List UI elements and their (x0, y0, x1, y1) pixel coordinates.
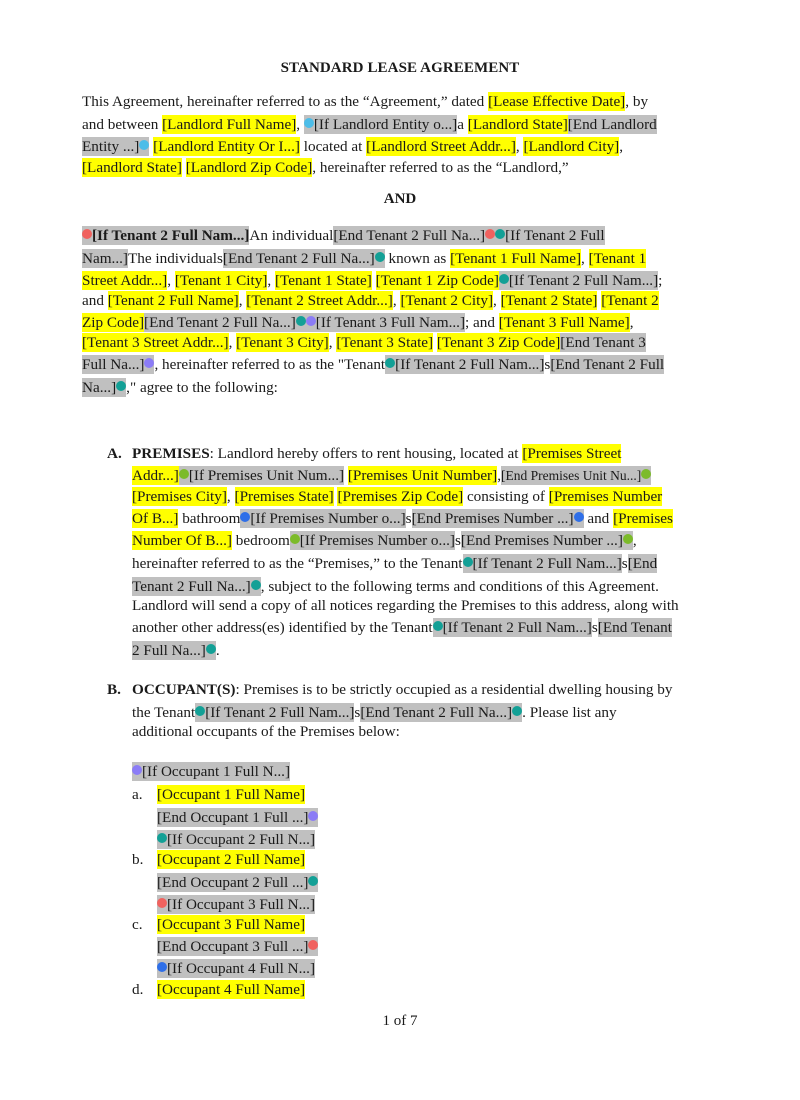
condition-marker-purple-icon[interactable] (308, 811, 318, 821)
section-a-line-7 (132, 577, 659, 598)
text: , (226, 488, 235, 505)
and-heading: AND (383, 191, 417, 207)
page-indicator: 1 of 7 (382, 1013, 418, 1029)
condition-end-tenant3-cont[interactable] (82, 355, 154, 374)
condition-label: [End Occupant 1 Full ...] (157, 809, 309, 826)
field-landlord-zip[interactable]: [Landlord Zip Code] (185, 159, 313, 176)
field-tenant1-state[interactable]: [Tenant 1 State] (274, 272, 372, 289)
field-tenant3-zip[interactable]: [Tenant 3 Zip Code] (436, 334, 561, 351)
occupant-1-if-line (132, 762, 290, 783)
condition-label: [End Occupant 2 Full ...] (157, 874, 309, 891)
text: , (296, 116, 304, 133)
tenants-line-6 (82, 333, 646, 354)
condition-label: [End Tenant 2 Full Na...] (333, 227, 486, 244)
condition-label: [If Tenant 2 Full Nam...] (92, 227, 250, 244)
occupant-3-end-line (157, 937, 318, 958)
condition-label: [End Occupant 3 Full ...] (157, 938, 309, 955)
condition-end-landlord-entity[interactable]: [End Landlord (567, 116, 657, 133)
section-a-line-6 (132, 554, 657, 575)
condition-end-occupant2[interactable] (157, 873, 318, 892)
condition-if-landlord-entity[interactable] (304, 115, 457, 134)
condition-end-tenant2[interactable]: [End Tenant (597, 619, 672, 636)
occupant-2-end-line (157, 873, 318, 894)
occupant-2-if-line (157, 830, 315, 851)
field-tenant1-zip[interactable]: [Tenant 1 Zip Code] (375, 272, 499, 289)
field-tenant2-city[interactable]: [Tenant 2 City] (400, 292, 494, 309)
text: bathroom (178, 510, 241, 527)
occupant-2-field-line (157, 850, 305, 871)
condition-marker-blue-icon[interactable] (574, 512, 584, 522)
text: , (228, 334, 237, 351)
condition-marker-green-icon[interactable] (290, 534, 300, 544)
condition-marker-red-icon[interactable] (82, 229, 92, 239)
text: a (457, 116, 468, 133)
condition-if-occupant3[interactable] (157, 895, 315, 914)
condition-marker-teal-icon[interactable] (116, 381, 126, 391)
field-premises-street[interactable]: [Premises Street (522, 445, 622, 462)
tenants-line-5 (82, 313, 634, 334)
tenants-line-4 (82, 291, 659, 312)
condition-end-tenant2[interactable] (144, 313, 465, 332)
field-occupant3-full-name[interactable]: [Occupant 3 Full Name] (157, 916, 306, 933)
condition-label: [End Tenant 2 Full Na...] (222, 250, 375, 267)
condition-label: [End Premises Unit Nu...] (500, 468, 642, 483)
text: additional occupants of the Premises below: (132, 723, 400, 740)
text: ; (658, 272, 663, 289)
condition-marker-red-icon[interactable] (157, 898, 167, 908)
text: , (497, 467, 501, 484)
text: s (354, 704, 361, 721)
section-a-line-10 (132, 641, 220, 662)
condition-end-landlord-entity-cont[interactable] (82, 137, 149, 156)
tenants-line-8 (82, 378, 278, 399)
condition-label: [If Premises Number o...] (299, 532, 455, 549)
condition-marker-teal-icon[interactable] (375, 252, 385, 262)
condition-if-occupant4[interactable] (157, 959, 315, 978)
condition-label: [If Landlord Entity o...] (313, 116, 458, 133)
field-tenant2-full-name[interactable]: [Tenant 2 Full Name] (107, 292, 239, 309)
condition-label: [If Tenant 2 Full Nam...] (442, 619, 592, 636)
field-tenant1-street[interactable]: [Tenant 1 (588, 250, 647, 267)
condition-label: [End Tenant 2 Full Na...] (360, 704, 513, 721)
condition-if-tenant2[interactable] (499, 271, 658, 290)
occupant-2-label: b. (132, 851, 144, 868)
condition-marker-teal-icon[interactable] (512, 706, 522, 716)
condition-label: [If Occupant 3 Full N...] (167, 896, 316, 913)
field-lease-effective-date[interactable]: [Lease Effective Date] (488, 93, 626, 110)
condition-marker-purple-icon[interactable] (132, 765, 142, 775)
field-premises-state[interactable]: [Premises State] (234, 488, 334, 505)
text: , (632, 532, 637, 549)
occupant-1-label: a. (132, 786, 143, 803)
section-b-line-3 (132, 722, 400, 743)
condition-if-occupant2[interactable] (157, 830, 315, 849)
condition-label: Na...] (82, 379, 117, 396)
condition-label: [If Occupant 1 Full N...] (142, 763, 291, 780)
condition-marker-red-icon[interactable] (485, 229, 495, 239)
condition-marker-sky-icon[interactable] (139, 140, 149, 150)
field-tenant2-state[interactable]: [Tenant 2 State] (500, 292, 598, 309)
condition-marker-teal-icon[interactable] (296, 316, 306, 326)
text: : Landlord hereby offers to rent housing, located at (209, 445, 523, 462)
field-premises-city[interactable]: [Premises City] (132, 488, 227, 505)
intro-line-3 (82, 137, 623, 158)
text: s (544, 356, 551, 373)
condition-marker-blue-icon[interactable] (240, 512, 250, 522)
condition-marker-teal-icon[interactable] (463, 557, 473, 567)
text: , (238, 292, 247, 309)
occupant-3-label: c. (132, 916, 143, 933)
field-tenant3-street[interactable]: [Tenant 3 Street Addr...] (82, 334, 229, 351)
intro-line-2 (82, 115, 657, 136)
field-premises-unit[interactable]: [Premises Unit Number] (347, 467, 498, 484)
text: , (629, 314, 634, 331)
condition-end-tenant2[interactable]: [End Tenant 2 Full (550, 356, 665, 373)
text: ; and (465, 314, 499, 331)
field-tenant2-zip-cont[interactable]: Zip Code] (82, 314, 145, 331)
text: known as (384, 250, 451, 267)
occupant-4-field-line (157, 980, 305, 1001)
condition-label: [End Premises Number ...] (460, 532, 623, 549)
intro-line-1 (82, 92, 648, 113)
condition-marker-purple-icon[interactable] (306, 316, 316, 326)
condition-label: [End Tenant 2 Full Na...] (144, 314, 296, 331)
occupant-4-if-line (157, 959, 315, 980)
text: This Agreement, hereinafter referred to as the “Agreement,” dated (82, 93, 489, 110)
condition-marker-blue-icon[interactable] (157, 962, 167, 972)
section-a-line-4 (132, 509, 673, 530)
condition-label: [If Tenant 2 Full Nam...] (395, 356, 545, 373)
condition-marker-green-icon[interactable] (179, 469, 189, 479)
text: s (621, 555, 628, 572)
text: , (493, 292, 501, 309)
text: s (454, 532, 461, 549)
condition-marker-teal-icon[interactable] (157, 833, 167, 843)
field-landlord-street[interactable]: [Landlord Street Addr...] (366, 138, 516, 155)
field-tenant1-city[interactable]: [Tenant 1 City] (174, 272, 268, 289)
condition-if-tenant2[interactable] (463, 554, 622, 573)
text: , (267, 272, 275, 289)
condition-label: [If Tenant 2 Full Nam...] (508, 272, 659, 289)
section-a-line-2 (132, 466, 651, 487)
section-a-heading: PREMISES (132, 445, 210, 462)
condition-label: [End Premises Number ...] (411, 510, 574, 527)
section-b-heading: OCCUPANT(S) (132, 681, 236, 698)
condition-end-unit[interactable] (501, 466, 651, 485)
text: Landlord will send a copy of all notices regarding the Premises to this address, along with (132, 597, 679, 614)
condition-label: [If Tenant 2 Full Nam...] (472, 555, 622, 572)
condition-marker-sky-icon[interactable] (304, 118, 314, 128)
condition-if-unit[interactable] (179, 466, 344, 485)
section-b-line-1 (132, 680, 672, 701)
field-tenant2-zip[interactable]: [Tenant 2 (601, 292, 659, 309)
tenants-line-7 (82, 355, 664, 376)
occupant-1-field-line (157, 785, 305, 806)
section-a-line-1 (132, 444, 621, 465)
text: : Premises is to be strictly occupied as a residential dwelling housing by (235, 681, 673, 698)
text: An individual (249, 227, 334, 244)
text: . Please list any (522, 704, 617, 721)
field-tenant2-street[interactable]: [Tenant 2 Street Addr...] (246, 292, 393, 309)
text: ," agree to the following: (126, 379, 278, 396)
field-landlord-full-name[interactable]: [Landlord Full Name] (162, 116, 297, 133)
condition-label: [If Premises Number o...] (250, 510, 406, 527)
condition-end-tenant2-cont[interactable] (132, 641, 216, 660)
field-occupant1-full-name[interactable]: [Occupant 1 Full Name] (157, 786, 306, 803)
condition-marker-red-icon[interactable] (308, 940, 318, 950)
condition-end-tenant2-cont[interactable] (82, 378, 126, 397)
condition-marker-teal-icon[interactable] (195, 706, 205, 716)
condition-if-bathrooms[interactable] (240, 509, 405, 528)
section-a-line-5 (132, 531, 637, 552)
field-occupant2-full-name[interactable]: [Occupant 2 Full Name] (157, 851, 306, 868)
text: bedroom (231, 532, 290, 549)
text: consisting of (463, 488, 549, 505)
occupant-1-end-line (157, 808, 318, 829)
field-landlord-entity-or[interactable]: [Landlord Entity Or I...] (153, 138, 300, 155)
condition-if-tenant2[interactable] (433, 618, 592, 637)
condition-marker-teal-icon[interactable] (433, 621, 443, 631)
condition-label: [If Premises Unit Num...] (188, 467, 345, 484)
condition-marker-teal-icon[interactable] (499, 274, 509, 284)
text: s (405, 510, 412, 527)
text: , hereinafter referred to as the “Landlord,” (312, 159, 569, 176)
occupant-4-label: d. (132, 981, 144, 998)
text: the Tenant (132, 704, 196, 721)
field-premises-bathrooms[interactable]: [Premises Number (548, 488, 663, 505)
field-occupant4-full-name[interactable]: [Occupant 4 Full Name] (157, 981, 306, 998)
condition-marker-teal-icon[interactable] (206, 644, 216, 654)
condition-end-tenant2[interactable] (223, 249, 385, 268)
condition-end-occupant1[interactable] (157, 808, 318, 827)
text: , by (625, 93, 649, 110)
section-a-line-3 (132, 487, 662, 508)
text: and between (82, 116, 163, 133)
field-landlord-state[interactable]: [Landlord State] (467, 116, 568, 133)
condition-label: [If Occupant 4 Full N...] (167, 960, 316, 977)
condition-label: [If Occupant 2 Full N...] (167, 831, 316, 848)
section-a-label: A. (107, 445, 122, 462)
condition-if-tenant2[interactable] (195, 703, 354, 722)
condition-marker-purple-icon[interactable] (144, 358, 154, 368)
text: and (583, 510, 614, 527)
field-tenant1-street-cont[interactable]: Street Addr...] (82, 272, 168, 289)
condition-if-tenant2-cont[interactable]: Nam...] (82, 250, 128, 267)
field-premises-bedrooms-cont[interactable]: Number Of B...] (132, 532, 232, 549)
condition-label: [If Tenant 2 Full Nam...] (205, 704, 355, 721)
condition-marker-teal-icon[interactable] (385, 358, 395, 368)
condition-end-tenant2[interactable] (333, 226, 604, 245)
tenants-line-2 (82, 249, 646, 270)
condition-label: [If Tenant 3 Full Nam...] (315, 314, 466, 331)
document-title: STANDARD LEASE AGREEMENT (280, 60, 520, 76)
condition-end-occupant3[interactable] (157, 937, 318, 956)
text: located at (299, 138, 367, 155)
condition-if-occupant1[interactable] (132, 762, 290, 781)
text: hereinafter referred to as the “Premises,” to the Tenant (132, 555, 463, 572)
field-landlord-state-2[interactable]: [Landlord State] (82, 159, 182, 176)
condition-marker-green-icon[interactable] (641, 469, 651, 479)
condition-end-tenant2-cont[interactable] (132, 577, 261, 596)
condition-end-tenant2[interactable]: [End (627, 555, 658, 572)
condition-end-bedrooms[interactable] (461, 531, 633, 550)
tenants-line-1 (82, 226, 605, 247)
condition-label: [If Tenant 2 Full (505, 227, 605, 244)
text: , (392, 292, 401, 309)
condition-label: Full Na...] (82, 356, 145, 373)
field-tenant3-state[interactable]: [Tenant 3 State] (336, 334, 434, 351)
tenants-line-3 (82, 271, 662, 292)
text: , (619, 138, 624, 155)
text: , hereinafter referred to as the "Tenant (154, 356, 386, 373)
field-tenant1-full-name[interactable]: [Tenant 1 Full Name] (450, 250, 582, 267)
field-premises-bedrooms[interactable]: [Premises (613, 510, 673, 527)
occupant-3-if-line (157, 895, 315, 916)
condition-label: Tenant 2 Full Na...] (132, 578, 251, 595)
field-premises-zip[interactable]: [Premises Zip Code] (337, 488, 464, 505)
condition-if-tenant2[interactable] (385, 355, 544, 374)
text: The individuals (127, 250, 223, 267)
text: another other address(es) identified by the Tenant (132, 619, 433, 636)
condition-marker-teal-icon[interactable] (308, 876, 318, 886)
field-premises-bathrooms-cont[interactable]: Of B...] (132, 510, 179, 527)
condition-if-bedrooms[interactable] (290, 531, 455, 550)
condition-marker-teal-icon[interactable] (495, 229, 505, 239)
section-a-line-9 (132, 618, 672, 639)
text (372, 272, 376, 289)
condition-end-bathrooms[interactable] (412, 509, 584, 528)
field-landlord-city[interactable]: [Landlord City] (523, 138, 620, 155)
condition-end-tenant2[interactable] (360, 703, 522, 722)
section-b-label: B. (107, 681, 121, 698)
condition-end-tenant3[interactable]: [End Tenant 3 (560, 334, 646, 351)
condition-label: 2 Full Na...] (132, 642, 206, 659)
field-premises-street-cont[interactable]: Addr...] (132, 467, 179, 484)
text: . (215, 642, 220, 659)
condition-label: Entity ...] (82, 138, 140, 155)
text: , (581, 250, 589, 267)
section-b-line-2 (132, 703, 617, 724)
field-tenant3-full-name[interactable]: [Tenant 3 Full Name] (498, 314, 630, 331)
occupant-3-field-line (157, 915, 305, 936)
section-a-line-8 (132, 596, 679, 617)
intro-line-4 (82, 158, 569, 179)
text: , (515, 138, 524, 155)
text: , (328, 334, 337, 351)
condition-marker-teal-icon[interactable] (251, 580, 261, 590)
field-tenant3-city[interactable]: [Tenant 3 City] (236, 334, 329, 351)
text: s (591, 619, 598, 636)
text: , (167, 272, 175, 289)
text: , subject to the following terms and conditions of this Agreement. (260, 578, 659, 595)
text: and (82, 292, 108, 309)
condition-if-tenant2-bold[interactable] (82, 226, 249, 245)
condition-marker-green-icon[interactable] (623, 534, 633, 544)
